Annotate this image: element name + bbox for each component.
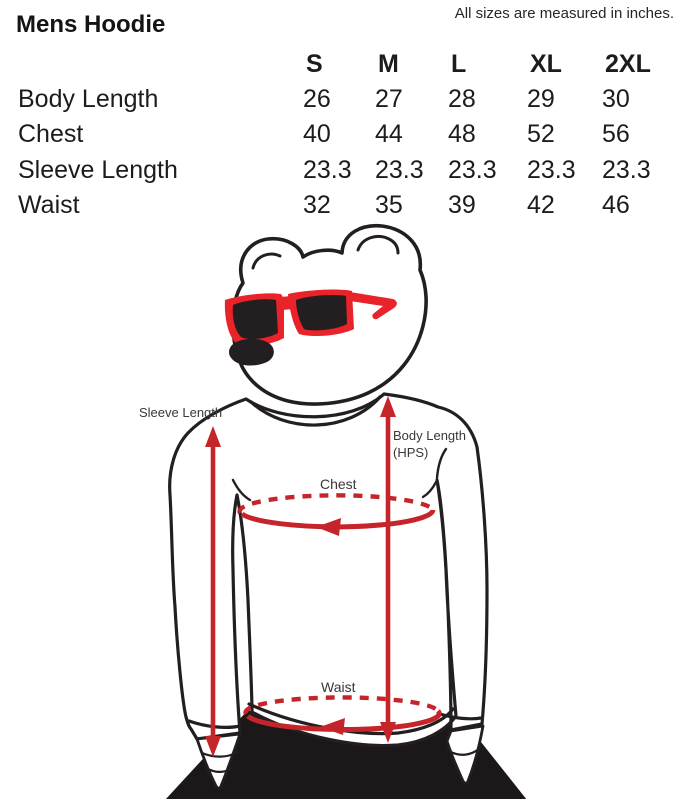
size-value: 32 [303, 191, 331, 219]
sleeve-length-label: Sleeve Length [139, 405, 223, 420]
size-value: 44 [375, 120, 403, 148]
size-value: 27 [375, 85, 403, 113]
column-header-s: S [306, 50, 323, 78]
body-length-label-line1: Body Length [393, 428, 467, 443]
size-value: 56 [602, 120, 630, 148]
column-header-l: L [451, 50, 467, 78]
column-header-xl: XL [530, 50, 562, 78]
row-label-spacer [18, 47, 303, 81]
size-value: 35 [375, 191, 403, 219]
size-value: 46 [602, 191, 630, 219]
bear-nose [229, 339, 274, 366]
size-value: 23.3 [375, 156, 424, 184]
size-value: 26 [303, 85, 331, 113]
chest-label: Chest [320, 476, 357, 492]
waist-label: Waist [321, 679, 356, 695]
row-label: Chest [18, 120, 84, 148]
size-value: 39 [448, 191, 476, 219]
table-row-chest [0, 117, 679, 151]
column-header-m: M [378, 50, 399, 78]
page-title: Mens Hoodie [16, 11, 166, 38]
size-value: 23.3 [303, 156, 352, 184]
size-value: 23.3 [527, 156, 576, 184]
size-table-header-row [0, 47, 679, 81]
row-label: Waist [18, 191, 80, 219]
size-value: 30 [602, 85, 630, 113]
row-label: Body Length [18, 85, 159, 113]
column-header-2xl: 2XL [605, 50, 651, 78]
size-value: 40 [303, 120, 331, 148]
size-value: 52 [527, 120, 555, 148]
body-length-label [393, 427, 466, 461]
row-label: Sleeve Length [18, 156, 178, 184]
size-value: 28 [448, 85, 476, 113]
sunglasses-lens-left [233, 299, 278, 339]
size-value: 29 [527, 85, 555, 113]
body-length-label-line2: (HPS) [393, 445, 429, 460]
sunglasses-lens-right [296, 295, 347, 330]
size-value: 23.3 [602, 156, 651, 184]
size-value: 23.3 [448, 156, 497, 184]
table-row-sleeve-length [0, 153, 679, 187]
size-value: 48 [448, 120, 476, 148]
table-row-body-length [0, 82, 679, 116]
size-value: 42 [527, 191, 555, 219]
table-row-waist [0, 188, 679, 222]
units-note: All sizes are measured in inches. [454, 5, 674, 22]
